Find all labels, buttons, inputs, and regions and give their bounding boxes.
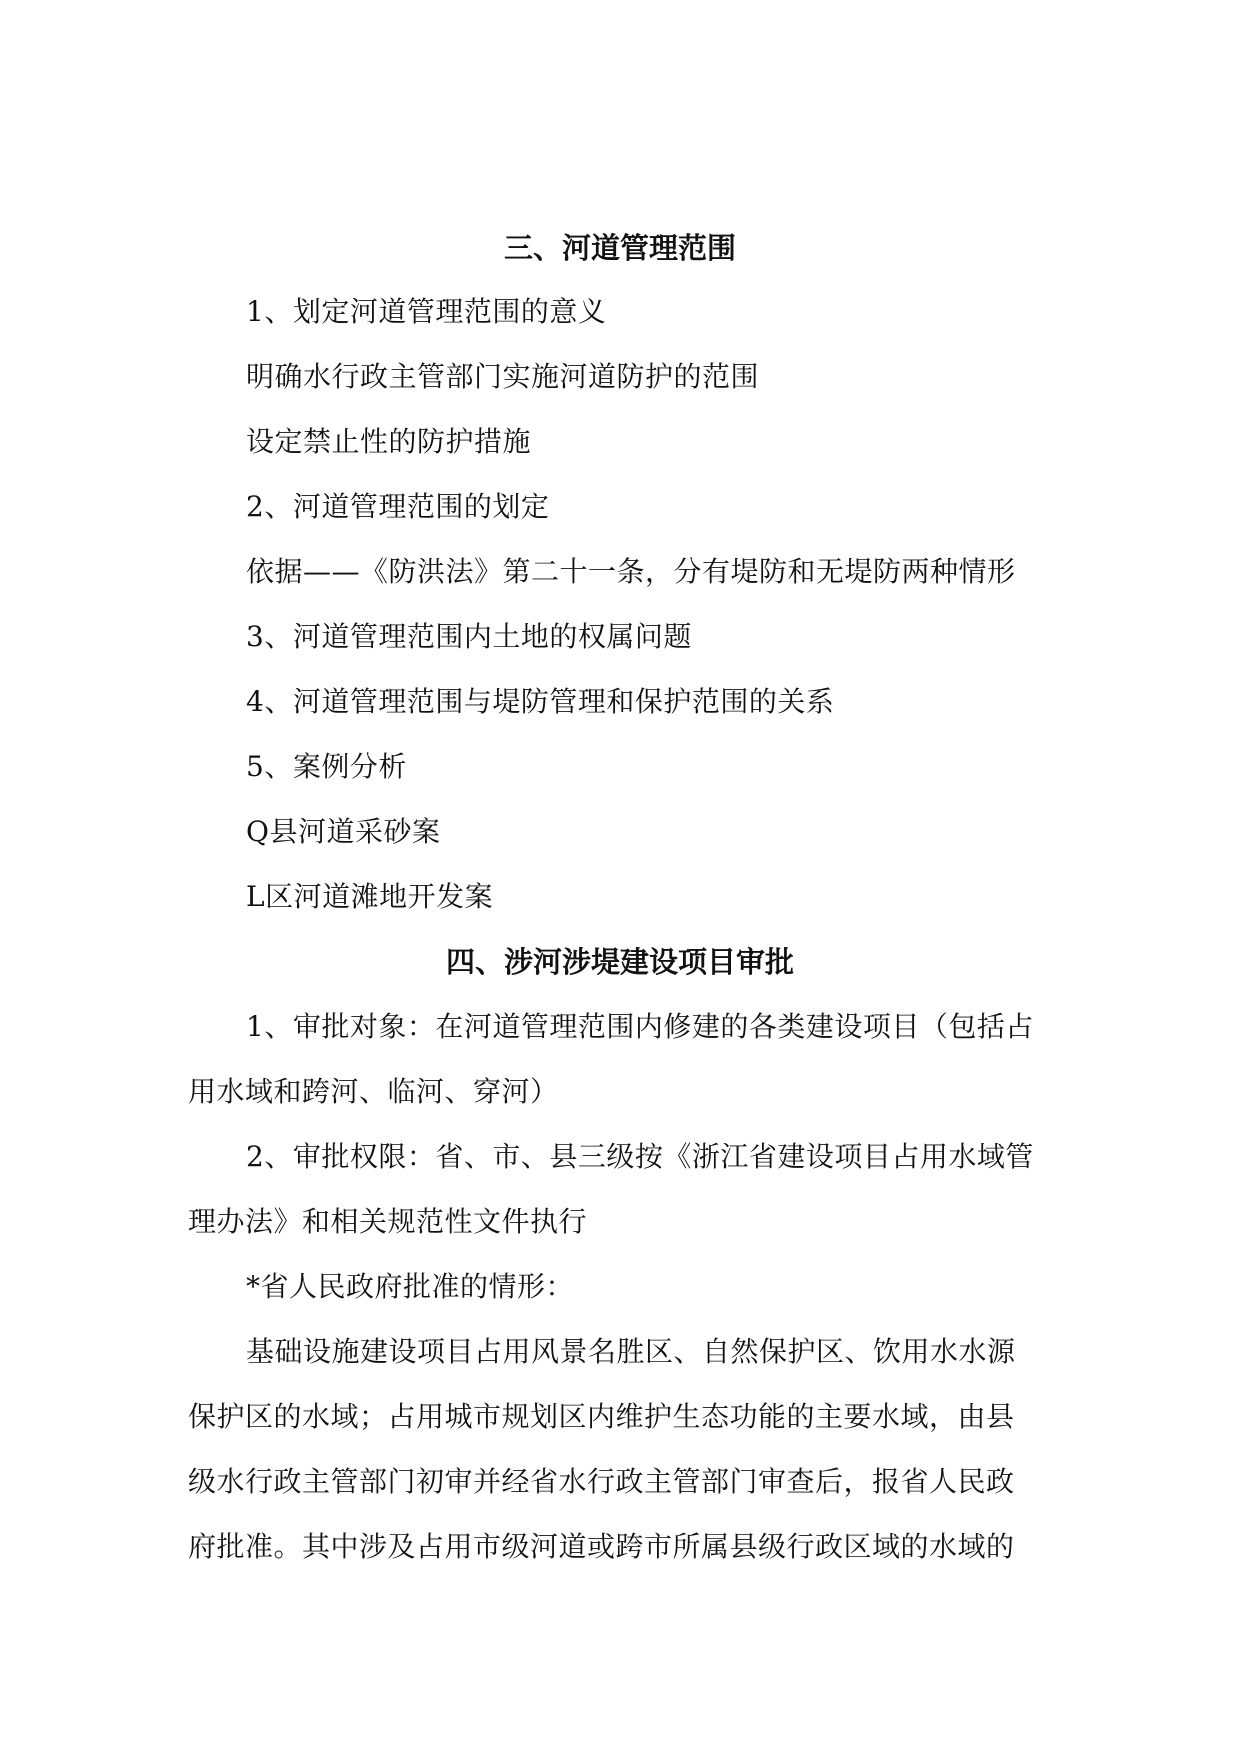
section-3-line-2: 明确水行政主管部门实施河道防护的范围 [246,360,760,393]
section-3-line-7: 4、河道管理范围与堤防管理和保护范围的关系 [246,685,835,718]
section-4-line-7: 保护区的水域；占用城市规划区内维护生态功能的主要水域，由县 [188,1400,1015,1433]
section-3-line-5: 依据——《防洪法》第二十一条，分有堤防和无堤防两种情形 [246,555,1016,588]
section-4-line-5: *省人民政府批准的情形： [246,1270,575,1303]
section-4-line-6: 基础设施建设项目占用风景名胜区、自然保护区、饮用水水源 [246,1335,1016,1368]
section-3-line-1: 1、划定河道管理范围的意义 [246,295,607,328]
section-4-line-9: 府批准。其中涉及占用市级河道或跨市所属县级行政区域的水域的 [188,1530,1015,1563]
section-3-title: 三、河道管理范围 [503,231,736,265]
section-4-line-1: 1、审批对象：在河道管理范围内修建的各类建设项目（包括占 [246,1010,1034,1043]
section-4-line-3: 2、审批权限：省、市、县三级按《浙江省建设项目占用水域管 [246,1140,1034,1173]
section-4-line-8: 级水行政主管部门初审并经省水行政主管部门审查后，报省人民政 [188,1465,1015,1498]
section-3-line-6: 3、河道管理范围内土地的权属问题 [246,620,692,653]
section-3-line-3: 设定禁止性的防护措施 [246,425,532,458]
section-4-line-2: 用水域和跨河、临河、穿河） [188,1075,559,1108]
section-4-line-4: 理办法》和相关规范性文件执行 [188,1205,588,1238]
section-3-line-9: Q县河道采砂案 [246,815,441,848]
section-3-line-8: 5、案例分析 [246,750,407,783]
section-3-line-4: 2、河道管理范围的划定 [246,490,550,523]
section-4-title: 四、涉河涉堤建设项目审批 [445,945,794,979]
section-3-line-10: L区河道滩地开发案 [246,880,494,913]
